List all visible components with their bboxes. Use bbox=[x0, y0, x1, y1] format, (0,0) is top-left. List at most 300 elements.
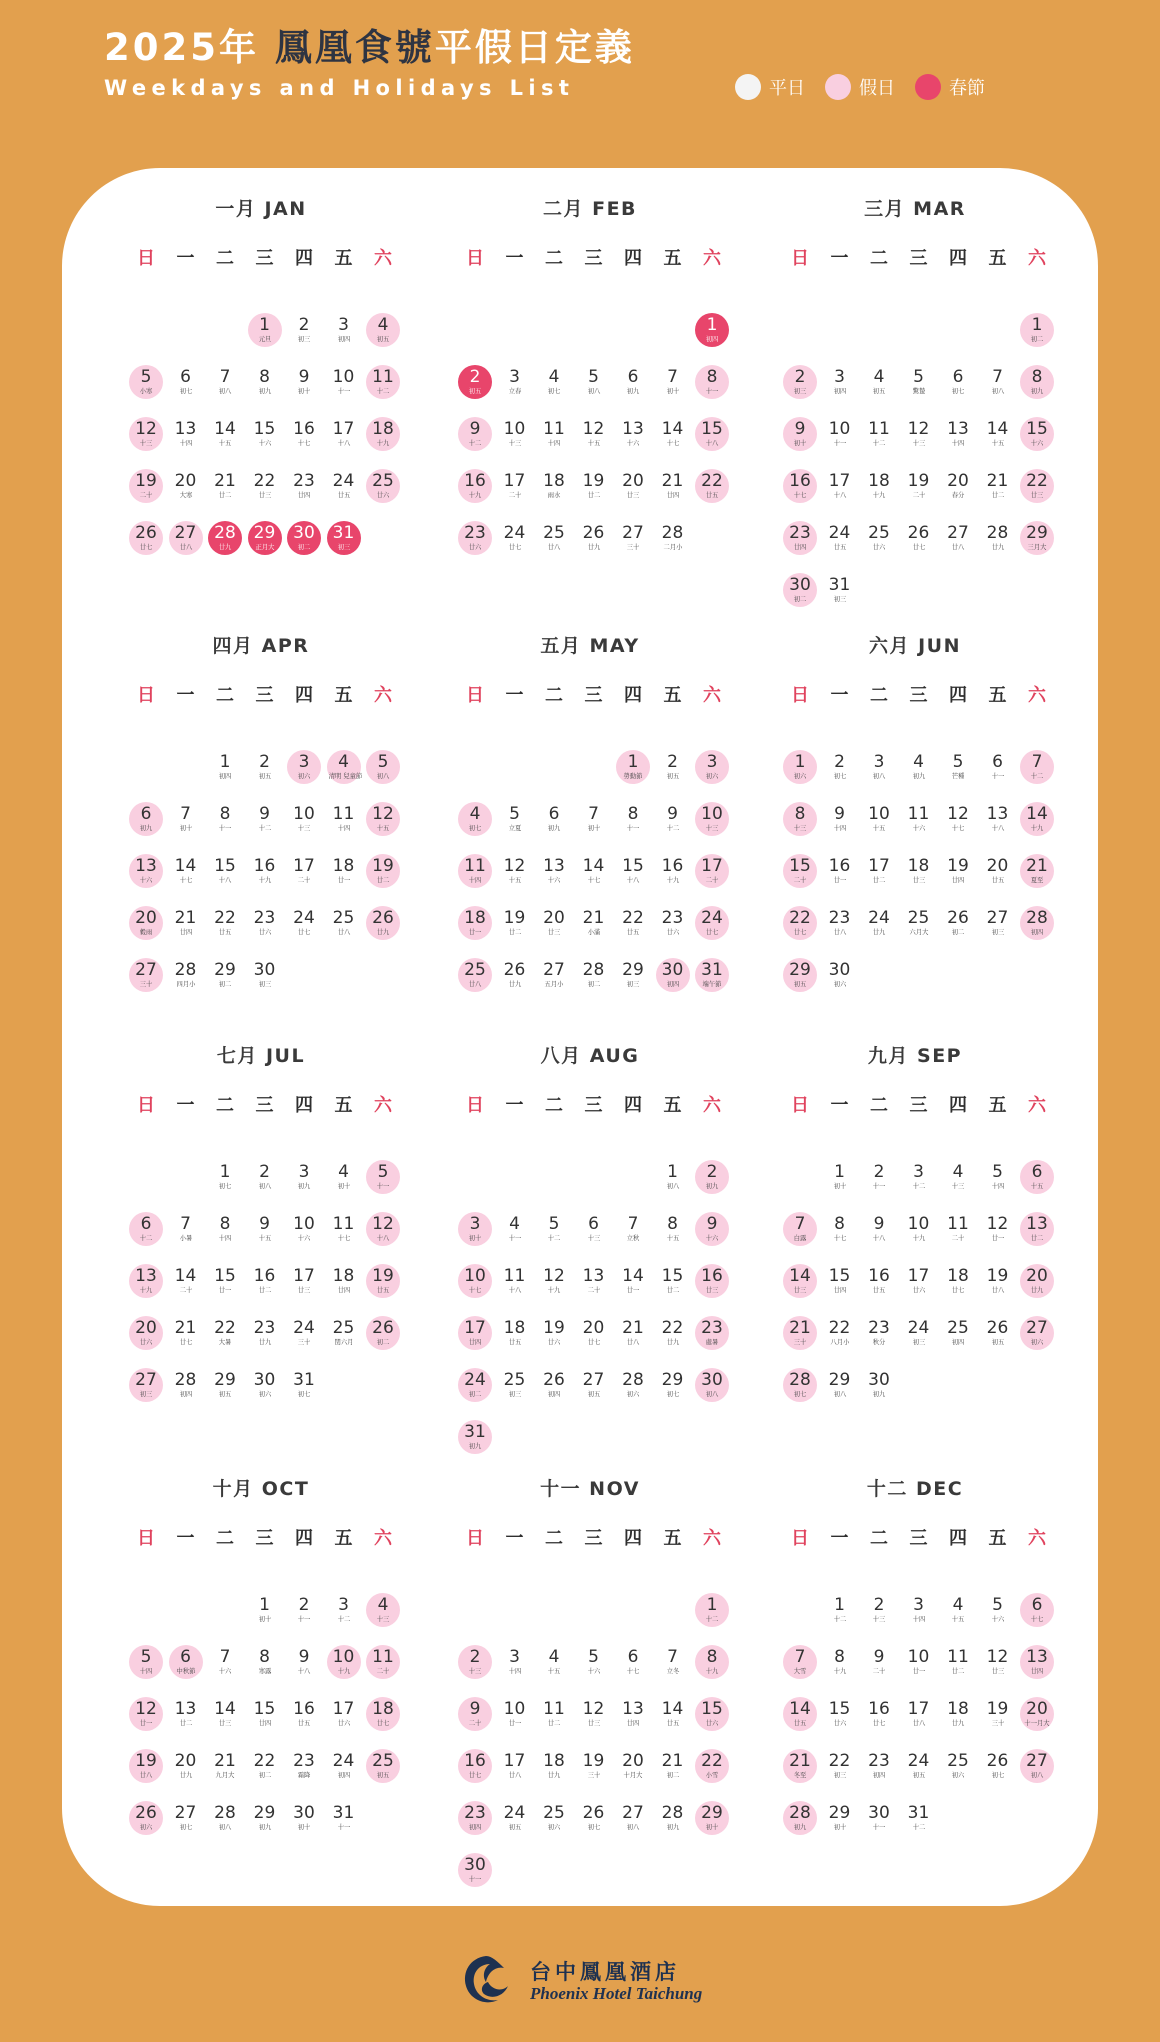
calendar-day bbox=[577, 1316, 611, 1350]
calendar-day bbox=[616, 958, 650, 992]
lunar-date: 立春 bbox=[508, 387, 521, 395]
calendar-day bbox=[616, 365, 650, 399]
calendar-day bbox=[941, 365, 975, 399]
calendar-day bbox=[208, 365, 242, 399]
weekday-header: 日 bbox=[466, 248, 484, 269]
month-title: 四月 APR bbox=[212, 635, 310, 657]
lunar-date: 初七 bbox=[297, 1390, 311, 1398]
calendar-day bbox=[941, 1593, 975, 1627]
day-number: 14 bbox=[174, 856, 197, 876]
lunar-date: 十九 bbox=[547, 1286, 561, 1294]
lunar-date: 廿六 bbox=[468, 543, 482, 551]
calendar-day bbox=[902, 1697, 936, 1731]
day-number: 8 bbox=[259, 1647, 270, 1667]
lunar-date: 九月大 bbox=[215, 1771, 235, 1779]
calendar-day bbox=[287, 365, 321, 399]
lunar-date: 初七 bbox=[991, 1771, 1004, 1779]
day-number: 13 bbox=[582, 1266, 605, 1286]
weekday-header: 五 bbox=[334, 1095, 353, 1116]
weekday-header: 五 bbox=[988, 1528, 1007, 1549]
calendar-day bbox=[248, 1212, 282, 1246]
lunar-date: 十五 bbox=[258, 1234, 271, 1242]
day-number: 1 bbox=[794, 752, 806, 772]
calendar-day bbox=[981, 1645, 1015, 1679]
day-number: 25 bbox=[907, 908, 930, 928]
weekday-header: 五 bbox=[663, 1095, 682, 1116]
lunar-date: 十六 bbox=[547, 876, 561, 884]
month-block bbox=[760, 1043, 1070, 1443]
calendar-day bbox=[458, 906, 492, 940]
calendar-day bbox=[656, 750, 690, 784]
calendar-day bbox=[1020, 802, 1054, 836]
lunar-date: 廿四 bbox=[793, 543, 807, 551]
lunar-date: 廿八 bbox=[508, 1771, 521, 1779]
calendar-day bbox=[862, 1368, 896, 1402]
calendar-day bbox=[366, 1212, 400, 1246]
day-number: 21 bbox=[174, 1318, 197, 1338]
day-number: 28 bbox=[214, 523, 236, 543]
calendar-day bbox=[656, 469, 690, 503]
day-number: 21 bbox=[661, 471, 684, 491]
lunar-date: 驚蟄 bbox=[912, 387, 925, 395]
lunar-date: 初五 bbox=[793, 980, 807, 988]
lunar-date: 初三 bbox=[991, 928, 1004, 936]
calendar-day bbox=[248, 1645, 282, 1679]
day-number: 11 bbox=[503, 1266, 526, 1286]
calendar-day bbox=[458, 1420, 492, 1454]
lunar-date: 廿七 bbox=[872, 1719, 886, 1727]
day-number: 6 bbox=[627, 367, 639, 387]
lunar-date: 十四 bbox=[139, 1667, 153, 1675]
lunar-date: 十八 bbox=[626, 876, 640, 884]
lunar-date: 十二 bbox=[547, 1234, 561, 1242]
calendar-day bbox=[577, 958, 611, 992]
lunar-date: 大暑 bbox=[218, 1338, 232, 1346]
calendar-day bbox=[656, 1697, 690, 1731]
day-number: 7 bbox=[627, 1214, 639, 1234]
calendar-day bbox=[169, 521, 203, 555]
day-number: 16 bbox=[253, 1266, 276, 1286]
lunar-date: 廿六 bbox=[547, 1338, 561, 1346]
lunar-date: 廿五 bbox=[508, 1338, 521, 1346]
day-number: 6 bbox=[627, 1647, 639, 1667]
lunar-date: 二十 bbox=[297, 876, 311, 884]
lunar-date: 十五 bbox=[991, 439, 1004, 447]
lunar-date: 十一 bbox=[833, 439, 846, 447]
weekday-header: 四 bbox=[295, 1095, 313, 1116]
lunar-date: 廿九 bbox=[508, 980, 521, 988]
weekday-header: 四 bbox=[949, 1528, 967, 1549]
calendar-day bbox=[616, 1368, 650, 1402]
lunar-date: 十八 bbox=[297, 1667, 311, 1675]
day-number: 28 bbox=[789, 1370, 811, 1390]
lunar-date: 廿七 bbox=[297, 928, 311, 936]
calendar-day bbox=[129, 1801, 163, 1835]
calendar-day bbox=[656, 417, 690, 451]
day-number: 6 bbox=[588, 1214, 599, 1234]
calendar-day bbox=[941, 1316, 975, 1350]
day-number: 20 bbox=[582, 1318, 605, 1338]
day-number: 3 bbox=[338, 1595, 349, 1615]
lunar-date: 初六 bbox=[626, 1390, 640, 1398]
lunar-date: 廿五 bbox=[705, 491, 719, 499]
day-number: 18 bbox=[372, 419, 394, 439]
calendar-day bbox=[862, 906, 896, 940]
lunar-date: 十一 bbox=[626, 824, 640, 832]
lunar-date: 十三 bbox=[508, 439, 521, 447]
calendar-day bbox=[248, 1593, 282, 1627]
calendar-day bbox=[862, 1593, 896, 1627]
lunar-date: 廿五 bbox=[218, 928, 232, 936]
day-number: 11 bbox=[332, 804, 355, 824]
day-number: 18 bbox=[907, 856, 930, 876]
lunar-date: 勞動節 bbox=[623, 772, 643, 780]
lunar-date: 廿九 bbox=[258, 1338, 271, 1346]
day-number: 4 bbox=[377, 1595, 389, 1615]
day-number: 27 bbox=[174, 523, 197, 543]
calendar-day bbox=[823, 1749, 857, 1783]
day-number: 4 bbox=[952, 1595, 964, 1615]
lunar-date: 十二 bbox=[705, 1615, 719, 1623]
lunar-date: 十一 bbox=[297, 1615, 311, 1623]
calendar-day bbox=[862, 1264, 896, 1298]
lunar-date: 初十 bbox=[468, 1234, 482, 1242]
calendar-day bbox=[366, 1697, 400, 1731]
day-number: 12 bbox=[947, 804, 969, 824]
calendar-day bbox=[208, 1368, 242, 1402]
lunar-date: 初二 bbox=[258, 1771, 271, 1779]
weekday-header: 二 bbox=[216, 1528, 234, 1549]
calendar-day bbox=[248, 958, 282, 992]
day-number: 27 bbox=[135, 960, 157, 980]
day-number: 11 bbox=[868, 419, 890, 439]
lunar-date: 初十 bbox=[179, 824, 192, 832]
day-number: 2 bbox=[794, 367, 806, 387]
lunar-date: 初八 bbox=[705, 1390, 719, 1398]
weekday-header: 一 bbox=[176, 1528, 195, 1549]
calendar-day bbox=[169, 1801, 203, 1835]
calendar-day bbox=[695, 1264, 729, 1298]
weekday-header: 二 bbox=[870, 1528, 888, 1549]
day-number: 19 bbox=[135, 1751, 157, 1771]
lunar-date: 初六 bbox=[705, 772, 719, 780]
calendar-day bbox=[902, 802, 936, 836]
day-number: 17 bbox=[293, 856, 315, 876]
lunar-date: 十六 bbox=[912, 824, 925, 832]
lunar-date: 十六 bbox=[991, 1615, 1004, 1623]
lunar-date: 初三 bbox=[508, 1390, 521, 1398]
calendar-day bbox=[616, 1316, 650, 1350]
weekday-header: 三 bbox=[255, 1095, 274, 1116]
day-number: 10 bbox=[907, 1647, 930, 1667]
lunar-date: 十一月大 bbox=[1024, 1719, 1050, 1727]
lunar-date: 二十 bbox=[179, 1286, 192, 1294]
lunar-date: 初二 bbox=[1030, 335, 1044, 343]
calendar-day bbox=[248, 1749, 282, 1783]
lunar-date: 初七 bbox=[547, 387, 561, 395]
weekday-header: 二 bbox=[545, 1528, 563, 1549]
day-number: 17 bbox=[332, 419, 355, 439]
weekday-header: 日 bbox=[791, 685, 809, 706]
calendar-day bbox=[537, 365, 571, 399]
calendar-day bbox=[695, 469, 729, 503]
calendar-day bbox=[656, 1316, 690, 1350]
calendar-day bbox=[823, 1160, 857, 1194]
day-number: 12 bbox=[503, 856, 526, 876]
lunar-date: 廿七 bbox=[376, 1719, 390, 1727]
day-number: 30 bbox=[789, 575, 811, 595]
calendar-day bbox=[287, 1368, 321, 1402]
lunar-date: 初四 bbox=[547, 1390, 561, 1398]
calendar-day bbox=[366, 417, 400, 451]
calendar-day bbox=[208, 1801, 242, 1835]
lunar-date: 十四 bbox=[468, 876, 482, 884]
day-number: 20 bbox=[174, 471, 197, 491]
day-number: 16 bbox=[293, 419, 315, 439]
lunar-date: 十四 bbox=[951, 439, 965, 447]
weekday-header: 六 bbox=[1028, 685, 1046, 706]
lunar-date: 初三 bbox=[626, 980, 640, 988]
lunar-date: 十三 bbox=[705, 824, 719, 832]
lunar-date: 十八 bbox=[218, 876, 232, 884]
day-number: 18 bbox=[947, 1699, 969, 1719]
calendar-day bbox=[577, 1697, 611, 1731]
lunar-date: 十七 bbox=[297, 439, 311, 447]
lunar-date: 十五 bbox=[666, 1234, 679, 1242]
legend-label: 假日 bbox=[859, 78, 895, 99]
day-number: 1 bbox=[259, 315, 270, 335]
day-number: 29 bbox=[828, 1803, 851, 1823]
calendar-day bbox=[287, 1264, 321, 1298]
day-number: 9 bbox=[469, 419, 481, 439]
calendar-day bbox=[248, 1316, 282, 1350]
lunar-date: 初三 bbox=[833, 1771, 846, 1779]
day-number: 11 bbox=[947, 1647, 969, 1667]
calendar-day bbox=[695, 750, 729, 784]
lunar-date: 廿六 bbox=[705, 1719, 719, 1727]
lunar-date: 中秋節 bbox=[176, 1667, 195, 1675]
day-number: 14 bbox=[661, 1699, 684, 1719]
day-number: 19 bbox=[582, 1751, 605, 1771]
day-number: 9 bbox=[834, 804, 845, 824]
lunar-date: 廿八 bbox=[626, 1338, 640, 1346]
calendar-day bbox=[537, 958, 571, 992]
lunar-date: 初七 bbox=[468, 824, 482, 832]
lunar-date: 小滿 bbox=[587, 928, 600, 936]
month-block bbox=[106, 1043, 416, 1443]
calendar-day bbox=[537, 1264, 571, 1298]
day-number: 5 bbox=[952, 752, 964, 772]
day-number: 20 bbox=[174, 1751, 197, 1771]
calendar-day bbox=[366, 365, 400, 399]
calendar-day bbox=[1020, 854, 1054, 888]
weekday-header: 一 bbox=[830, 685, 849, 706]
day-number: 5 bbox=[588, 367, 599, 387]
day-number: 5 bbox=[992, 1595, 1003, 1615]
calendar-day bbox=[695, 1697, 729, 1731]
calendar-day bbox=[458, 1853, 492, 1887]
lunar-date: 廿九 bbox=[376, 928, 390, 936]
day-number: 23 bbox=[661, 908, 684, 928]
lunar-date: 十五 bbox=[951, 1615, 965, 1623]
calendar-day bbox=[823, 1801, 857, 1835]
weekday-header: 一 bbox=[176, 685, 195, 706]
lunar-date: 廿七 bbox=[793, 928, 807, 936]
lunar-date: 廿一 bbox=[991, 1234, 1004, 1242]
lunar-date: 十八 bbox=[872, 1234, 886, 1242]
lunar-date: 廿三 bbox=[626, 491, 640, 499]
day-number: 15 bbox=[701, 419, 723, 439]
calendar-day bbox=[287, 1212, 321, 1246]
weekday-header: 三 bbox=[255, 1528, 274, 1549]
day-number: 26 bbox=[372, 908, 394, 928]
lunar-date: 初十 bbox=[793, 439, 807, 447]
calendar-day bbox=[1020, 313, 1054, 347]
lunar-date: 廿二 bbox=[218, 491, 232, 499]
lunar-date: 初六 bbox=[1030, 1338, 1044, 1346]
calendar-day bbox=[823, 1593, 857, 1627]
calendar-day bbox=[941, 1212, 975, 1246]
day-number: 12 bbox=[907, 419, 930, 439]
day-number: 4 bbox=[548, 367, 560, 387]
calendar-day bbox=[366, 802, 400, 836]
day-number: 12 bbox=[582, 1699, 605, 1719]
lunar-date: 十四 bbox=[218, 1234, 232, 1242]
day-number: 13 bbox=[135, 856, 157, 876]
lunar-date: 初十 bbox=[833, 1823, 846, 1831]
lunar-date: 十三 bbox=[587, 1234, 600, 1242]
day-number: 14 bbox=[789, 1699, 811, 1719]
lunar-date: 十二 bbox=[833, 1615, 846, 1623]
month-block bbox=[106, 196, 416, 596]
day-number: 15 bbox=[214, 1266, 236, 1286]
day-number: 8 bbox=[667, 1214, 678, 1234]
calendar-day bbox=[458, 1368, 492, 1402]
day-number: 8 bbox=[706, 367, 718, 387]
calendar-day bbox=[248, 365, 282, 399]
calendar-day bbox=[169, 1368, 203, 1402]
lunar-date: 廿二 bbox=[258, 1286, 271, 1294]
calendar-day bbox=[656, 802, 690, 836]
day-number: 28 bbox=[661, 523, 684, 543]
day-number: 13 bbox=[135, 1266, 157, 1286]
day-number: 17 bbox=[503, 471, 526, 491]
lunar-date: 廿二 bbox=[951, 1667, 965, 1675]
day-number: 12 bbox=[582, 419, 605, 439]
day-number: 3 bbox=[338, 315, 349, 335]
day-number: 8 bbox=[706, 1647, 718, 1667]
calendar-day bbox=[783, 521, 817, 555]
day-number: 7 bbox=[794, 1647, 806, 1667]
month-title: 七月 JUL bbox=[216, 1045, 306, 1067]
day-number: 9 bbox=[873, 1214, 885, 1234]
lunar-date: 十三 bbox=[376, 1615, 390, 1623]
day-number: 17 bbox=[701, 856, 723, 876]
day-number: 4 bbox=[952, 1162, 964, 1182]
calendar-day bbox=[656, 1645, 690, 1679]
calendar-card bbox=[62, 168, 1098, 1906]
day-number: 1 bbox=[667, 1162, 678, 1182]
lunar-date: 廿六 bbox=[139, 1338, 153, 1346]
calendar-day bbox=[208, 1212, 242, 1246]
month-title: 十一 NOV bbox=[540, 1478, 640, 1500]
day-number: 4 bbox=[338, 752, 349, 772]
calendar-day bbox=[1020, 1160, 1054, 1194]
calendar-day bbox=[366, 1593, 400, 1627]
day-number: 22 bbox=[214, 1318, 236, 1338]
calendar-day bbox=[981, 1749, 1015, 1783]
lunar-date: 廿六 bbox=[833, 1719, 846, 1727]
lunar-date: 廿八 bbox=[951, 543, 965, 551]
legend-item-holiday bbox=[825, 74, 895, 100]
weekday-header: 三 bbox=[909, 685, 928, 706]
calendar-day bbox=[1020, 1264, 1054, 1298]
lunar-date: 廿六 bbox=[912, 1286, 925, 1294]
calendar-day bbox=[537, 469, 571, 503]
legend-item-spring-festival bbox=[915, 74, 985, 100]
lunar-date: 廿二 bbox=[666, 1286, 679, 1294]
weekday-header: 五 bbox=[334, 685, 353, 706]
calendar-day bbox=[616, 521, 650, 555]
calendar-day bbox=[498, 802, 532, 836]
calendar-day bbox=[327, 802, 361, 836]
lunar-date: 十一 bbox=[468, 1875, 482, 1883]
calendar-day bbox=[656, 365, 690, 399]
lunar-date: 十七 bbox=[793, 491, 807, 499]
day-number: 2 bbox=[873, 1595, 885, 1615]
lunar-date: 二十 bbox=[468, 1719, 482, 1727]
day-number: 14 bbox=[1026, 804, 1048, 824]
day-number: 18 bbox=[947, 1266, 969, 1286]
lunar-date: 十八 bbox=[705, 439, 719, 447]
calendar-day bbox=[941, 1697, 975, 1731]
calendar-day bbox=[783, 854, 817, 888]
lunar-date: 廿八 bbox=[468, 980, 482, 988]
calendar-day bbox=[248, 1264, 282, 1298]
weekday-header: 四 bbox=[624, 1095, 642, 1116]
calendar-day bbox=[616, 854, 650, 888]
weekday-header: 一 bbox=[505, 1095, 524, 1116]
lunar-date: 初十 bbox=[297, 387, 311, 395]
lunar-date: 八月小 bbox=[830, 1338, 849, 1346]
calendar-day bbox=[902, 1264, 936, 1298]
calendar-day bbox=[458, 1212, 492, 1246]
lunar-date: 初八 bbox=[833, 1390, 846, 1398]
lunar-date: 十六 bbox=[218, 1667, 232, 1675]
lunar-date: 十二 bbox=[139, 1234, 153, 1242]
calendar-day bbox=[981, 1316, 1015, 1350]
lunar-date: 十四 bbox=[991, 1182, 1004, 1190]
lunar-date: 十五 bbox=[1030, 1182, 1044, 1190]
calendar-day bbox=[248, 313, 282, 347]
day-number: 23 bbox=[701, 1318, 723, 1338]
lunar-date: 廿四 bbox=[666, 491, 679, 499]
lunar-date: 廿一 bbox=[218, 1286, 232, 1294]
lunar-date: 十七 bbox=[626, 1667, 640, 1675]
calendar-day bbox=[862, 1160, 896, 1194]
day-number: 21 bbox=[214, 471, 236, 491]
calendar-day bbox=[862, 469, 896, 503]
calendar-day bbox=[1020, 1593, 1054, 1627]
day-number: 26 bbox=[372, 1318, 394, 1338]
calendar-day bbox=[656, 521, 690, 555]
lunar-date: 二十 bbox=[951, 1234, 965, 1242]
day-number: 24 bbox=[701, 908, 723, 928]
lunar-date: 十月大 bbox=[623, 1771, 643, 1779]
day-number: 14 bbox=[661, 419, 684, 439]
day-number: 19 bbox=[986, 1699, 1009, 1719]
calendar-day bbox=[129, 1212, 163, 1246]
